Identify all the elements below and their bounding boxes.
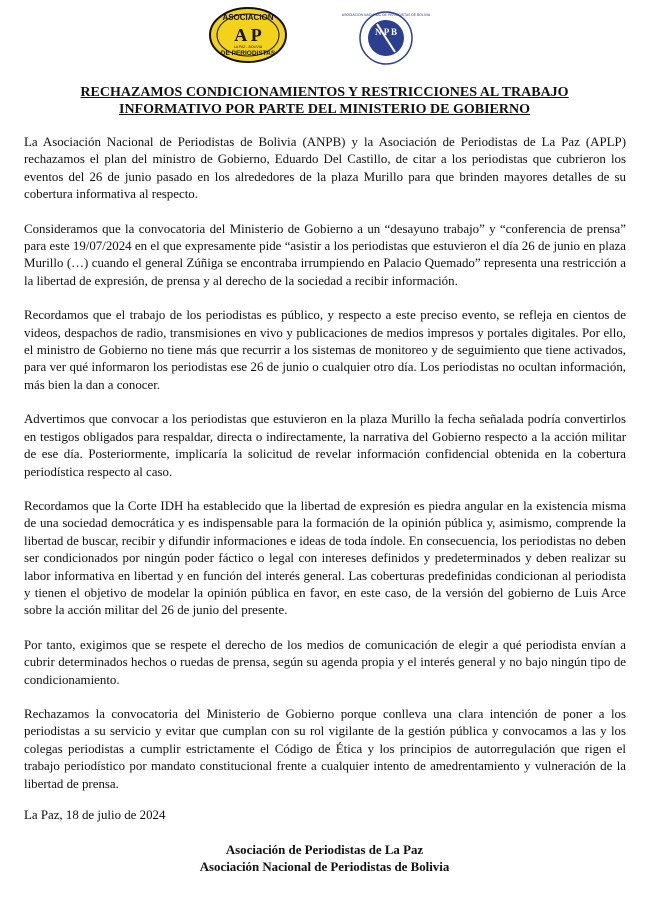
aplp-logo xyxy=(208,6,288,64)
paragraph-1: La Asociación Nacional de Periodistas de Bolivia (ANPB) y la Asociación de Periodistas de La Paz (APLP) rechazamos el plan del ministro de Gobierno, Eduardo Del Castillo, de citar a los periodistas que cubrieron los eventos del 26 de junio pasado en los alrededores de la plaza Murillo para que brinden mayores detalles de su cobertura informativa al respecto. xyxy=(24,135,626,202)
document-body xyxy=(24,134,626,810)
anpb-logo-ring-text: ASOCIACION NACIONAL DE PERIODISTAS DE BOLIVIA xyxy=(341,13,431,17)
signature-aplp: Asociación de Periodistas de La Paz xyxy=(225,843,424,857)
anpb-logo xyxy=(341,10,431,66)
paragraph-3: Recordamos que el trabajo de los periodistas es público, y respecto a este preciso evento, se refleja en cientos de videos, despachos de radio, transmisiones en vivo y publicaciones de medios impresos y portales digitales. Por ello, el ministro de Gobierno no tiene más que recurrir a los sistemas de monitoreo y de seguimiento que tiene activados, para ver qué informaron los periodistas ese 26 de junio o cualquier otro día. Los periodistas no ocultan información, más bien la dan a conocer. xyxy=(24,308,626,392)
anpb-logo-monogram: N P B xyxy=(374,27,398,37)
signature-anpb: Asociación Nacional de Periodistas de Bolivia xyxy=(199,860,450,874)
paragraph-6: Por tanto, exigimos que se respete el derecho de los medios de comunicación de elegir a qué periodista envían a cubrir determinados hechos o ruedas de prensa, según su agenda propia y el interés general y no bajo ningún tipo de condicionamiento. xyxy=(24,637,626,687)
paragraph-4: Advertimos que convocar a los periodistas que estuvieron en la plaza Murillo la fecha señalada podría convertirlos en testigos obligados para respaldar, directa o indirectamente, la narrativa del Gobierno respecto a la acción militar de ese día. Posteriormente, implicaría la solicitud de revelar información confidencial obtenida en la cobertura periodística respecto al caso. xyxy=(24,412,626,479)
aplp-logo-top-text: ASOCIACION xyxy=(222,13,274,22)
aplp-logo-monogram: A P xyxy=(234,25,262,45)
heading-line-2: INFORMATIVO POR PARTE DEL MINISTERIO DE GOBIERNO xyxy=(119,102,530,117)
signature-block xyxy=(0,842,649,876)
aplp-logo-small-text: LA PAZ - BOLIVIA xyxy=(233,45,263,49)
logo-bar xyxy=(0,6,649,68)
paragraph-5: Recordamos que la Corte IDH ha establecido que la libertad de expresión es piedra angular en la existencia misma de una sociedad democrática y es indispensable para la formación de la opinión pública y, asimismo, comprende la libertad de buscar, recibir y difundir informaciones e ideas de toda índole. En consecuencia, los periodistas no deben ser condicionados por ningún poder fáctico o legal con intereses definidos y predeterminados y deben realizar su labor informativa en libertad y en función del interés general. Las coberturas predefinidas condicionan al periodista y tienen el objetivo de modelar la opinión pública en favor, en este caso, de la versión del gobierno de Luis Arce sobre la acción militar del 26 de junio del presente. xyxy=(24,498,626,618)
heading-line-1: RECHAZAMOS CONDICIONAMIENTOS Y RESTRICCIONES AL TRABAJO xyxy=(80,85,569,100)
paragraph-7: Rechazamos la convocatoria del Ministerio de Gobierno porque conlleva una clara intención de poner a los periodistas a su servicio y evitar que cumplan con su rol vigilante de la gestión pública y convocamos a las y los colegas periodistas a cumplir estrictamente el Código de Ética y los principios de autorregulación que rigen el trabajo periodístico por mandato constitucional frente a cualquier intento de amedrentamiento y vulneración de la libertad de prensa. xyxy=(24,706,626,791)
aplp-logo-bottom-text: DE PERIODISTAS xyxy=(220,50,276,57)
date-line: La Paz, 18 de julio de 2024 xyxy=(24,808,166,822)
paragraph-2: Consideramos que la convocatoria del Ministerio de Gobierno a un “desayuno trabajo” y “conferencia de prensa” para este 19/07/2024 en el que expresamente pide “asistir a los periodistas que estuvieron el día 26 de junio en plaza Murillo (…) cuando el general Zúñiga se encontraba irrumpiendo en Palacio Quemado” representa una restricción a la libertad de expresión, de prensa y al derecho de la sociedad a recibir información. xyxy=(24,221,626,288)
document-heading xyxy=(40,84,609,118)
